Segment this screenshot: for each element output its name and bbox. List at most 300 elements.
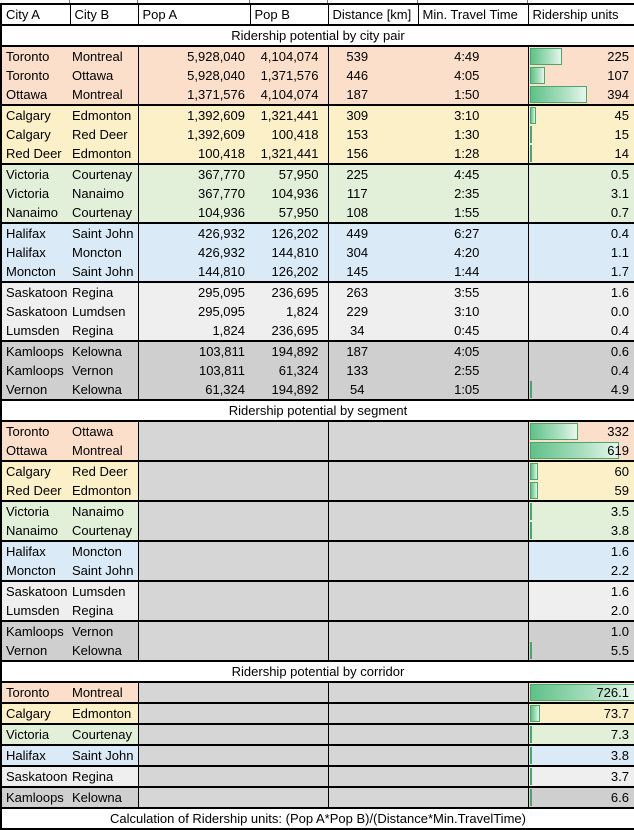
cell-city-a[interactable]: Vernon [1, 641, 70, 661]
cell-travel-time[interactable]: 4:20 [418, 243, 528, 262]
column-header-pop-a[interactable]: Pop A [138, 4, 250, 25]
cell-pop-b[interactable]: 194,892 [250, 341, 328, 361]
cell-travel-time[interactable]: 1:30 [418, 125, 528, 144]
cell-distance[interactable]: 539 [328, 46, 418, 66]
cell-empty-distance-time[interactable] [328, 521, 528, 541]
cell-city-b[interactable]: Nanaimo [70, 184, 138, 203]
table-row [1, 341, 634, 361]
cell-empty-distance-time[interactable] [328, 501, 528, 521]
table-row [1, 125, 634, 144]
cell-distance[interactable]: 117 [328, 184, 418, 203]
table-row [1, 85, 634, 105]
cell-pop-a[interactable]: 5,928,040 [138, 66, 250, 85]
cell-pop-a[interactable]: 144,810 [138, 262, 250, 282]
cell-empty-populations[interactable] [138, 541, 328, 561]
column-header-pop-b[interactable]: Pop B [250, 4, 328, 25]
cell-distance[interactable]: 133 [328, 361, 418, 380]
cell-ridership-units[interactable] [528, 766, 634, 787]
cell-city-a[interactable]: Halifax [1, 541, 70, 561]
cell-city-a[interactable]: Nanaimo [1, 521, 70, 541]
ridership-value: 6.6 [611, 790, 629, 805]
cell-city-a[interactable]: Saskatoon [1, 581, 70, 601]
ridership-value: 14 [615, 146, 629, 161]
cell-empty-populations[interactable] [138, 766, 328, 787]
cell-travel-time[interactable]: 1:28 [418, 144, 528, 164]
cell-city-b[interactable]: Vernon [70, 361, 138, 380]
cell-ridership-units[interactable] [528, 703, 634, 724]
ridership-data-bar [530, 145, 532, 162]
cell-ridership-units[interactable] [528, 223, 634, 243]
cell-ridership-units[interactable] [528, 282, 634, 302]
cell-pop-b[interactable]: 100,418 [250, 125, 328, 144]
cell-ridership-units[interactable] [528, 621, 634, 641]
cell-pop-a[interactable]: 5,928,040 [138, 46, 250, 66]
cell-pop-b[interactable]: 1,321,441 [250, 105, 328, 125]
cell-city-a[interactable]: Halifax [1, 223, 70, 243]
cell-ridership-units[interactable] [528, 601, 634, 621]
column-header-distance[interactable]: Distance [km] [328, 4, 418, 25]
cell-city-b[interactable]: Montreal [70, 46, 138, 66]
section-title-row [1, 400, 634, 421]
cell-city-b[interactable]: Vernon [70, 621, 138, 641]
ridership-data-bar [530, 48, 563, 65]
cell-city-a[interactable]: Saskatoon [1, 302, 70, 321]
cell-ridership-units[interactable] [528, 302, 634, 321]
cell-pop-a[interactable]: 103,811 [138, 361, 250, 380]
cell-pop-a[interactable]: 104,936 [138, 203, 250, 223]
table-row [1, 561, 634, 581]
cell-city-b[interactable]: Saint John [70, 745, 138, 766]
ridership-value: 7.3 [611, 727, 629, 742]
cell-pop-b[interactable]: 1,824 [250, 302, 328, 321]
cell-city-a[interactable]: Calgary [1, 703, 70, 724]
ridership-value: 1.0 [611, 624, 629, 639]
table-row [1, 581, 634, 601]
cell-empty-populations[interactable] [138, 501, 328, 521]
cell-ridership-units[interactable] [528, 481, 634, 501]
cell-pop-a[interactable]: 1,371,576 [138, 85, 250, 105]
cell-pop-b[interactable]: 144,810 [250, 243, 328, 262]
cell-empty-distance-time[interactable] [328, 766, 528, 787]
cell-ridership-units[interactable] [528, 341, 634, 361]
cell-empty-populations[interactable] [138, 641, 328, 661]
table-row [1, 521, 634, 541]
cell-city-b[interactable]: Courtenay [70, 203, 138, 223]
cell-city-a[interactable]: Victoria [1, 164, 70, 184]
ridership-value: 1.1 [611, 245, 629, 260]
cell-city-a[interactable]: Red Deer [1, 481, 70, 501]
cell-distance[interactable]: 54 [328, 380, 418, 400]
cell-travel-time[interactable]: 1:50 [418, 85, 528, 105]
ridership-value: 3.8 [611, 748, 629, 763]
cell-travel-time[interactable]: 4:05 [418, 341, 528, 361]
cell-pop-b[interactable]: 126,202 [250, 262, 328, 282]
ridership-value: 5.5 [611, 643, 629, 658]
cell-pop-b[interactable]: 1,321,441 [250, 144, 328, 164]
table-row [1, 203, 634, 223]
cell-city-a[interactable]: Kamloops [1, 361, 70, 380]
cell-pop-a[interactable]: 1,824 [138, 321, 250, 341]
table-row [1, 703, 634, 724]
ridership-value: 3.5 [611, 504, 629, 519]
cell-pop-b[interactable]: 1,371,576 [250, 66, 328, 85]
cell-city-a[interactable]: Nanaimo [1, 203, 70, 223]
cell-pop-b[interactable]: 104,936 [250, 184, 328, 203]
cell-pop-b[interactable]: 126,202 [250, 223, 328, 243]
cell-empty-populations[interactable] [138, 521, 328, 541]
cell-ridership-units[interactable] [528, 787, 634, 808]
cell-distance[interactable]: 145 [328, 262, 418, 282]
table-row [1, 223, 634, 243]
cell-city-b[interactable]: Courtenay [70, 164, 138, 184]
cell-city-a[interactable]: Victoria [1, 724, 70, 745]
cell-city-b[interactable]: Regina [70, 321, 138, 341]
table-row [1, 641, 634, 661]
column-header-city-b[interactable]: City B [70, 4, 138, 25]
cell-city-a[interactable]: Halifax [1, 243, 70, 262]
cell-city-b[interactable]: Red Deer [70, 461, 138, 481]
cell-city-b[interactable]: Edmonton [70, 481, 138, 501]
cell-ridership-units[interactable] [528, 243, 634, 262]
section-title[interactable]: Ridership potential by segment [1, 400, 634, 421]
ridership-value: 3.1 [611, 186, 629, 201]
cell-city-a[interactable]: Halifax [1, 745, 70, 766]
cell-ridership-units[interactable] [528, 66, 634, 85]
cell-empty-distance-time[interactable] [328, 541, 528, 561]
cell-empty-populations[interactable] [138, 601, 328, 621]
ridership-data-bar [530, 705, 541, 722]
cell-ridership-units[interactable] [528, 85, 634, 105]
cell-travel-time[interactable]: 2:55 [418, 361, 528, 380]
ridership-data-bar [530, 503, 532, 520]
cell-ridership-units[interactable] [528, 203, 634, 223]
cell-empty-distance-time[interactable] [328, 724, 528, 745]
ridership-data-bar [530, 463, 539, 480]
cell-city-b[interactable]: Kelowna [70, 341, 138, 361]
cell-empty-distance-time[interactable] [328, 682, 528, 703]
ridership-value: 726.1 [596, 685, 629, 700]
cell-pop-a[interactable]: 61,324 [138, 380, 250, 400]
cell-city-a[interactable]: Toronto [1, 682, 70, 703]
cell-city-b[interactable]: Montreal [70, 682, 138, 703]
cell-city-b[interactable]: Saint John [70, 262, 138, 282]
cell-pop-a[interactable]: 103,811 [138, 341, 250, 361]
cell-city-b[interactable]: Kelowna [70, 787, 138, 808]
cell-empty-distance-time[interactable] [328, 421, 528, 441]
cell-pop-a[interactable]: 100,418 [138, 144, 250, 164]
cell-distance[interactable]: 34 [328, 321, 418, 341]
cell-travel-time[interactable]: 3:10 [418, 105, 528, 125]
ridership-data-bar [530, 86, 587, 103]
column-header-ridership-units[interactable]: Ridership units [528, 4, 634, 25]
table-row [1, 724, 634, 745]
ridership-value: 1.6 [611, 544, 629, 559]
cell-city-b[interactable]: Regina [70, 766, 138, 787]
cell-city-b[interactable]: Kelowna [70, 641, 138, 661]
cell-travel-time[interactable]: 3:55 [418, 282, 528, 302]
table-row [1, 766, 634, 787]
section-title[interactable]: Ridership potential by city pair [1, 25, 634, 46]
cell-city-a[interactable]: Calgary [1, 105, 70, 125]
cell-pop-b[interactable]: 61,324 [250, 361, 328, 380]
cell-ridership-units[interactable] [528, 421, 634, 441]
cell-empty-populations[interactable] [138, 481, 328, 501]
ridership-value: 0.6 [611, 344, 629, 359]
cell-ridership-units[interactable] [528, 105, 634, 125]
cell-city-a[interactable]: Ottawa [1, 85, 70, 105]
ridership-value: 3.7 [611, 769, 629, 784]
cell-empty-populations[interactable] [138, 561, 328, 581]
cell-city-a[interactable]: Victoria [1, 501, 70, 521]
ridership-value: 0.0 [611, 304, 629, 319]
cell-city-b[interactable]: Courtenay [70, 724, 138, 745]
ridership-value: 107 [607, 68, 629, 83]
cell-distance[interactable]: 309 [328, 105, 418, 125]
cell-distance[interactable]: 225 [328, 164, 418, 184]
cell-city-a[interactable]: Calgary [1, 125, 70, 144]
cell-ridership-units[interactable] [528, 745, 634, 766]
cell-ridership-units[interactable] [528, 501, 634, 521]
cell-pop-b[interactable]: 57,950 [250, 203, 328, 223]
cell-empty-distance-time[interactable] [328, 745, 528, 766]
cell-city-a[interactable]: Red Deer [1, 144, 70, 164]
cell-empty-distance-time[interactable] [328, 441, 528, 461]
cell-ridership-units[interactable] [528, 164, 634, 184]
cell-ridership-units[interactable] [528, 125, 634, 144]
cell-ridership-units[interactable] [528, 641, 634, 661]
cell-city-b[interactable]: Lumdsen [70, 302, 138, 321]
cell-travel-time[interactable]: 1:55 [418, 203, 528, 223]
cell-pop-a[interactable]: 367,770 [138, 184, 250, 203]
cell-city-a[interactable]: Toronto [1, 66, 70, 85]
cell-empty-populations[interactable] [138, 745, 328, 766]
cell-pop-a[interactable]: 1,392,609 [138, 125, 250, 144]
table-body [1, 25, 634, 829]
cell-distance[interactable]: 187 [328, 85, 418, 105]
cell-distance[interactable]: 263 [328, 282, 418, 302]
cell-travel-time[interactable]: 1:05 [418, 380, 528, 400]
cell-travel-time[interactable]: 2:35 [418, 184, 528, 203]
cell-distance[interactable]: 156 [328, 144, 418, 164]
ridership-value: 60 [615, 464, 629, 479]
cell-city-a[interactable]: Ottawa [1, 441, 70, 461]
ridership-value: 59 [615, 483, 629, 498]
table-row [1, 66, 634, 85]
cell-empty-distance-time[interactable] [328, 561, 528, 581]
cell-travel-time[interactable]: 1:44 [418, 262, 528, 282]
cell-city-b[interactable]: Nanaimo [70, 501, 138, 521]
cell-distance[interactable]: 449 [328, 223, 418, 243]
cell-pop-b[interactable]: 57,950 [250, 164, 328, 184]
ridership-value: 2.2 [611, 563, 629, 578]
cell-empty-populations[interactable] [138, 703, 328, 724]
cell-city-a[interactable]: Lumsden [1, 321, 70, 341]
cell-empty-distance-time[interactable] [328, 641, 528, 661]
cell-empty-populations[interactable] [138, 421, 328, 441]
cell-distance[interactable]: 229 [328, 302, 418, 321]
table-row [1, 184, 634, 203]
cell-ridership-units[interactable] [528, 380, 634, 400]
cell-city-a[interactable]: Kamloops [1, 621, 70, 641]
cell-city-a[interactable]: Moncton [1, 561, 70, 581]
table-row [1, 302, 634, 321]
cell-pop-b[interactable]: 236,695 [250, 282, 328, 302]
ridership-value: 73.7 [604, 706, 629, 721]
cell-city-b[interactable]: Moncton [70, 243, 138, 262]
ridership-data-bar [530, 482, 539, 499]
cell-empty-distance-time[interactable] [328, 621, 528, 641]
ridership-data-bar [530, 107, 537, 124]
table-row [1, 441, 634, 461]
cell-city-a[interactable]: Toronto [1, 46, 70, 66]
table-row [1, 541, 634, 561]
ridership-data-bar [530, 442, 620, 459]
ridership-data-bar [530, 642, 532, 659]
cell-pop-b[interactable]: 236,695 [250, 321, 328, 341]
cell-distance[interactable]: 304 [328, 243, 418, 262]
cell-ridership-units[interactable] [528, 561, 634, 581]
section-title-row [1, 25, 634, 46]
cell-ridership-units[interactable] [528, 541, 634, 561]
cell-city-b[interactable]: Moncton [70, 541, 138, 561]
cell-ridership-units[interactable] [528, 441, 634, 461]
ridership-value: 1.7 [611, 264, 629, 279]
cell-pop-b[interactable]: 4,104,074 [250, 46, 328, 66]
ridership-value: 0.7 [611, 205, 629, 220]
cell-city-b[interactable]: Lumsden [70, 581, 138, 601]
ridership-value: 394 [607, 87, 629, 102]
cell-pop-a[interactable]: 295,095 [138, 302, 250, 321]
cell-empty-distance-time[interactable] [328, 703, 528, 724]
ridership-value: 2.0 [611, 603, 629, 618]
cell-travel-time[interactable]: 4:49 [418, 46, 528, 66]
cell-distance[interactable]: 108 [328, 203, 418, 223]
cell-empty-distance-time[interactable] [328, 461, 528, 481]
column-header-city-a[interactable]: City A [1, 4, 70, 25]
cell-travel-time[interactable]: 3:10 [418, 302, 528, 321]
cell-city-a[interactable]: Lumsden [1, 601, 70, 621]
cell-ridership-units[interactable] [528, 581, 634, 601]
cell-city-a[interactable]: Calgary [1, 461, 70, 481]
cell-city-b[interactable]: Edmonton [70, 703, 138, 724]
cell-city-a[interactable]: Saskatoon [1, 766, 70, 787]
cell-city-a[interactable]: Toronto [1, 421, 70, 441]
table-row [1, 461, 634, 481]
cell-ridership-units[interactable] [528, 361, 634, 380]
table-row [1, 262, 634, 282]
column-header-travel-time[interactable]: Min. Travel Time [418, 4, 528, 25]
cell-travel-time[interactable]: 4:45 [418, 164, 528, 184]
cell-city-b[interactable]: Saint John [70, 223, 138, 243]
ridership-data-bar [530, 126, 532, 143]
cell-ridership-units[interactable] [528, 144, 634, 164]
cell-city-a[interactable]: Victoria [1, 184, 70, 203]
cell-empty-distance-time[interactable] [328, 787, 528, 808]
cell-city-b[interactable]: Kelowna [70, 380, 138, 400]
cell-city-b[interactable]: Montreal [70, 441, 138, 461]
ridership-value: 225 [607, 49, 629, 64]
cell-pop-b[interactable]: 194,892 [250, 380, 328, 400]
cell-empty-populations[interactable] [138, 581, 328, 601]
cell-pop-a[interactable]: 367,770 [138, 164, 250, 184]
ridership-value: 0.4 [611, 363, 629, 378]
cell-ridership-units[interactable] [528, 321, 634, 341]
cell-travel-time[interactable]: 4:05 [418, 66, 528, 85]
section-title[interactable]: Ridership potential by corridor [1, 661, 634, 682]
cell-pop-a[interactable]: 1,392,609 [138, 105, 250, 125]
ridership-value: 1.6 [611, 285, 629, 300]
cell-pop-a[interactable]: 426,932 [138, 223, 250, 243]
top-gridline-ticks [0, 0, 634, 3]
cell-empty-populations[interactable] [138, 621, 328, 641]
ridership-value: 3.8 [611, 523, 629, 538]
table-row [1, 144, 634, 164]
cell-ridership-units[interactable] [528, 46, 634, 66]
cell-empty-populations[interactable] [138, 461, 328, 481]
cell-ridership-units[interactable] [528, 184, 634, 203]
cell-city-b[interactable]: Ottawa [70, 66, 138, 85]
cell-empty-distance-time[interactable] [328, 581, 528, 601]
cell-city-b[interactable]: Montreal [70, 85, 138, 105]
cell-city-b[interactable]: Regina [70, 282, 138, 302]
cell-distance[interactable]: 153 [328, 125, 418, 144]
cell-ridership-units[interactable] [528, 724, 634, 745]
cell-city-a[interactable]: Vernon [1, 380, 70, 400]
cell-city-a[interactable]: Kamloops [1, 787, 70, 808]
cell-ridership-units[interactable] [528, 262, 634, 282]
table-row [1, 361, 634, 380]
cell-ridership-units[interactable] [528, 682, 634, 703]
cell-city-b[interactable]: Ottawa [70, 421, 138, 441]
cell-city-b[interactable]: Saint John [70, 561, 138, 581]
cell-distance[interactable]: 446 [328, 66, 418, 85]
cell-city-b[interactable]: Regina [70, 601, 138, 621]
table-row [1, 682, 634, 703]
cell-city-b[interactable]: Edmonton [70, 144, 138, 164]
table-row [1, 745, 634, 766]
cell-city-b[interactable]: Red Deer [70, 125, 138, 144]
cell-pop-a[interactable]: 426,932 [138, 243, 250, 262]
cell-distance[interactable]: 187 [328, 341, 418, 361]
cell-travel-time[interactable]: 6:27 [418, 223, 528, 243]
ridership-data-bar [530, 747, 532, 764]
cell-city-b[interactable]: Courtenay [70, 521, 138, 541]
cell-travel-time[interactable]: 0:45 [418, 321, 528, 341]
cell-empty-populations[interactable] [138, 787, 328, 808]
cell-empty-populations[interactable] [138, 682, 328, 703]
cell-empty-populations[interactable] [138, 724, 328, 745]
cell-pop-b[interactable]: 4,104,074 [250, 85, 328, 105]
cell-ridership-units[interactable] [528, 461, 634, 481]
cell-city-a[interactable]: Moncton [1, 262, 70, 282]
cell-ridership-units[interactable] [528, 521, 634, 541]
cell-city-a[interactable]: Kamloops [1, 341, 70, 361]
cell-empty-populations[interactable] [138, 441, 328, 461]
ridership-data-bar [530, 67, 546, 84]
ridership-value: 0.5 [611, 167, 629, 182]
ridership-value: 619 [607, 443, 629, 458]
calculation-note[interactable]: Calculation of Ridership units: (Pop A*Pop B)/(Distance*Min.TravelTime) [1, 808, 634, 829]
cell-pop-a[interactable]: 295,095 [138, 282, 250, 302]
cell-empty-distance-time[interactable] [328, 601, 528, 621]
table-row [1, 164, 634, 184]
cell-empty-distance-time[interactable] [328, 481, 528, 501]
ridership-value: 0.4 [611, 323, 629, 338]
cell-city-b[interactable]: Edmonton [70, 105, 138, 125]
ridership-value: 1.6 [611, 584, 629, 599]
spreadsheet-table [0, 3, 634, 830]
cell-city-a[interactable]: Saskatoon [1, 282, 70, 302]
